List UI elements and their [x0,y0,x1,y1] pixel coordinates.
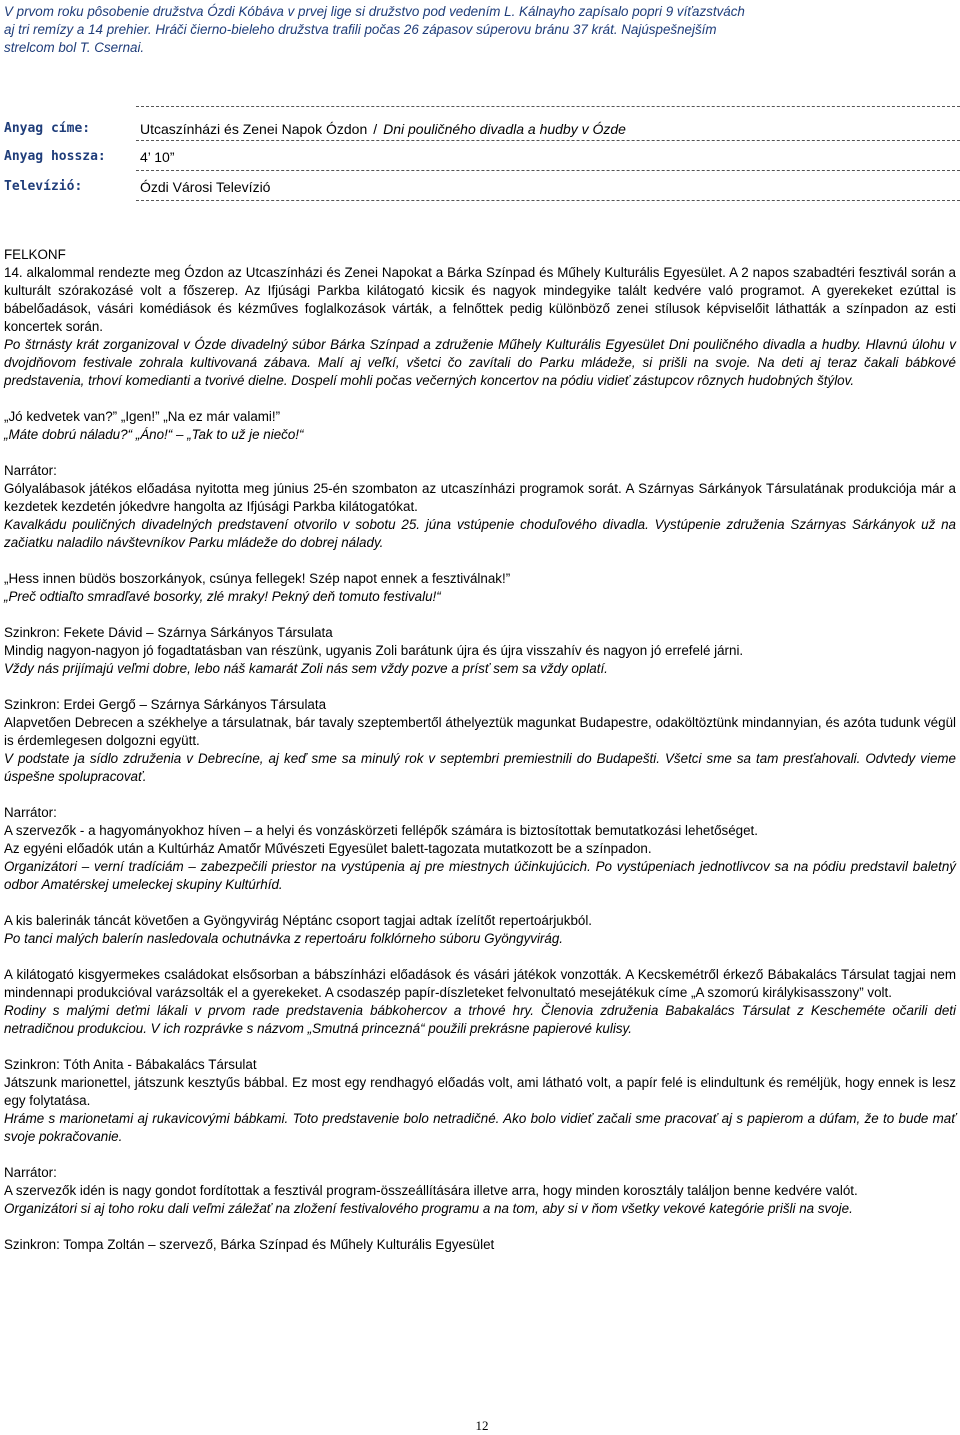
narrator-label: Narrátor: [4,805,57,820]
sync-label: Szinkron: Fekete Dávid – Szárnya Sárkányos Társulata [4,625,333,640]
sync-label: Szinkron: Tompa Zoltán – szervező, Bárka Színpad és Műhely Kulturális Egyesület [4,1237,495,1252]
intro-paragraph [4,3,956,57]
page-number: 12 [475,1418,489,1433]
tv-value: Ózdi Városi Televízió [140,179,271,195]
intro-line: strelcom bol T. Csernai. [4,40,145,55]
title-value [140,120,626,138]
sync-label: Szinkron: Erdei Gergő – Szárnya Sárkányos Társulata [4,697,327,712]
tv-row [4,170,960,200]
text-span: Hlavnú úlohu v dvojdňovom festivale zohrala kultivovaná zábava. Malí aj veľkí, všetci čo zavítali do Parku mládeže, si prišli na svoje. [4,337,956,370]
paragraph-sk: Hráme s marionetami aj rukavicovými bábkami. Toto predstavenie bolo netradičné. Ako bolo vidieť začali sme pracovať aj s papierom a dúfam, že to bude mať svoje pokračovanie. [4,1111,956,1144]
divider [136,106,960,107]
title-row [4,112,960,142]
quote-sk: „Preč odtiaľto smradľavé bosorky, zlé mraky! Pekný deň tomuto festivalu!“ [4,589,441,604]
text-span: A gyerekeket ezúttal is bábelőadások, vásári komédiások és kézműves foglalkozások várták, a felnőttek pedig különböző zenei stílusok képviselőit láthatták a színpadon az esti koncertek során. [4,283,956,334]
paragraph-sk: Po tanci malých balerín nasledovala ochutnávka z repertoáru folklórneho súboru Gyöngyvirág. [4,931,564,946]
sync-label: Szinkron: Tóth Anita - Bábakalács Társulat [4,1057,257,1072]
paragraph-hu [4,264,956,336]
title-label: Anyag címe: [4,121,91,136]
paragraph-sk: Vždy nás prijímajú veľmi dobre, lebo náš kamarát Zoli nás sem vždy pozve a prísť sem sa vždy oplatí. [4,661,608,676]
title-separator: / [373,121,378,137]
paragraph-sk: Rodiny s malými deťmi lákali v prvom rade predstavenia bábkohercov a trhové hry. Členovia združenia Babakalács Társulat z Kescheméte očarili deti netradičnou produkciou. V ich rozprávke s názvom „Smutná princezná“ použili prekrásne papierové kulisy. [4,1003,956,1036]
paragraph-hu: Játszunk marionettel, játszunk kesztyűs bábbal. Ez most egy rendhagyó előadás volt, ami látható volt, a papír felé is elindultunk és reméljük, hogy ennek is lesz egy folytatása. [4,1075,956,1108]
paragraph-sk: Kavalkádu pouličných divadelných predstavení otvorilo v sobotu 25. júna vstúpenie choduľového divadla. Vystúpenie združenia Szárnyas Sárkányok už na začiatku naladilo návštevníkov Parku mládeže do dobrej nálady. [4,517,956,550]
paragraph-hu: Gólyalábasok játékos előadása nyitotta meg június 25-én szombaton az utcaszínházi programok sorát. A Szárnyas Sárkányok Társulatának produkciója már a kezdetek kezdetén jókedvre hangolta az Ifjúsági Parkba kilátogatókat. [4,481,956,514]
narrator-label: Narrátor: [4,463,57,478]
length-label: Anyag hossza: [4,149,106,164]
tv-label: Televízió: [4,179,83,194]
paragraph-hu: A kilátogató kisgyermekes családokat elsősorban a bábszínházi előadások és vásári játékok vonzották. A Kecskemétről érkező Bábakalács Társulat tagjai nem mindennapi produkcióval varázsolták el a gyerekeket. A csodaszép papír-díszleteket felvonultató mesejátékuk címe „A szomorú királykisasszony” volt. [4,967,956,1000]
paragraph-hu: Mindig nagyon-nagyon jó fogadtatásban van részünk, ugyanis Zoli barátunk újra és újra visszahív és nagyon jó errefelé járni. [4,643,744,658]
paragraph-sk: Organizátori – verní tradíciám – zabezpečili priestor na vystúpenia aj pre miestnych účinkujúcich. Po vystúpeniach jednotlivcov sa na pódiu predstavil baletný odbor Amatérskej umeleckej skupiny Kultúrhíd. [4,859,956,892]
divider [136,200,960,201]
paragraph-hu: A szervezők - a hagyományokhoz híven – a helyi és vonzáskörzeti fellépők számára is biztosítottak bemutatkozási lehetőséget. [4,823,758,838]
intro-line: aj tri remízy a 14 prehier. Hráči čierno-bieleho družstva trafili počas 26 zápasov súperovu bránu 37 krát. Najúspešnejším [4,22,717,37]
text-span: Na deti aj teraz čakali bábkové predstavenia, trhoví komedianti a tvorivé dielne. Dospelí mohli počas večerných koncertov na pódiu vidieť zástupcov rôznych hudobných štýlov. [4,355,956,388]
paragraph-hu: Alapvetően Debrecen a székhelye a társulatnak, bár tavaly szeptembertől áthelyeztük magunkat Budapestre, odaköltöztünk mindannyian, és azóta tudunk végül is érdemlegesen dolgozni együtt. [4,715,956,748]
quote-hu: „Hess innen büdös boszorkányok, csúnya fellegek! Szép napot ennek a fesztiválnak!” [4,571,511,586]
paragraph-hu: A kis balerinák táncát követően a Gyöngyvirág Néptánc csoport tagjai adtak ízelítőt repertoárjukból. [4,913,593,928]
length-row [4,140,960,170]
paragraph-sk: V podstate ja sídlo združenia v Debrecíne, aj keď sme sa minulý rok v septembri premiestnili do Budapešti. Všetci sme sa tam presťahovali. Odvtedy vieme úspešne spolupracovať. [4,751,956,784]
text-span: Po štrnásty krát zorganizoval v Ózde divadelný súbor Bárka Színpad a združenie Műhely Kulturális Egyesület Dni pouličného divadla a hudby. [4,337,862,352]
quote-sk: „Máte dobrú náladu?“ „Áno!“ – „Tak to už je niečo!“ [4,427,304,442]
info-box [4,106,960,202]
quote-hu: „Jó kedvetek van?” „Igen!” „Na ez már valami!” [4,409,281,424]
article-body [4,246,956,1254]
intro-line: V prvom roku pôsobenie družstva Ózdi Kóbáva v prvej lige si družstvo pod vedením L. Kálnayho zapísalo popri 9 víťazstvách [4,4,745,19]
length-value: 4’ 10” [140,149,175,165]
title-hu: Utcaszínházi és Zenei Napok Ózdon [140,121,368,137]
felkonf-label: FELKONF [4,247,66,262]
paragraph-hu: Az egyéni előadók után a Kultúrház Amatőr Művészeti Egyesület balett-tagozata mutatkozott be a színpadon. [4,841,652,856]
paragraph-hu: A szervezők idén is nagy gondot fordítottak a fesztivál program-összeállítására illetve arra, hogy minden korosztály találjon benne kedvére valót. [4,1183,858,1198]
narrator-label: Narrátor: [4,1165,57,1180]
text-span: 14. alkalommal rendezte meg Ózdon az Utcaszínházi és Zenei Napokat a Bárka Színpad és Műhely Kulturális Egyesület. A 2 napos szabadtéri fesztivál során a kulturált szórakozásé volt a főszerep. Az Ifjúsági Parkba kilátogató kicsik és nagyok mindegyike talált kedvére való programot. [4,265,956,298]
paragraph-sk: Organizátori si aj toho roku dali veľmi záležať na zložení festivalového programu a na tom, aby si v ňom všetky vekové kategórie prišli na svoje. [4,1201,853,1216]
paragraph-sk [4,336,956,390]
title-sk: Dni pouličného divadla a hudby v Ózde [383,121,626,137]
